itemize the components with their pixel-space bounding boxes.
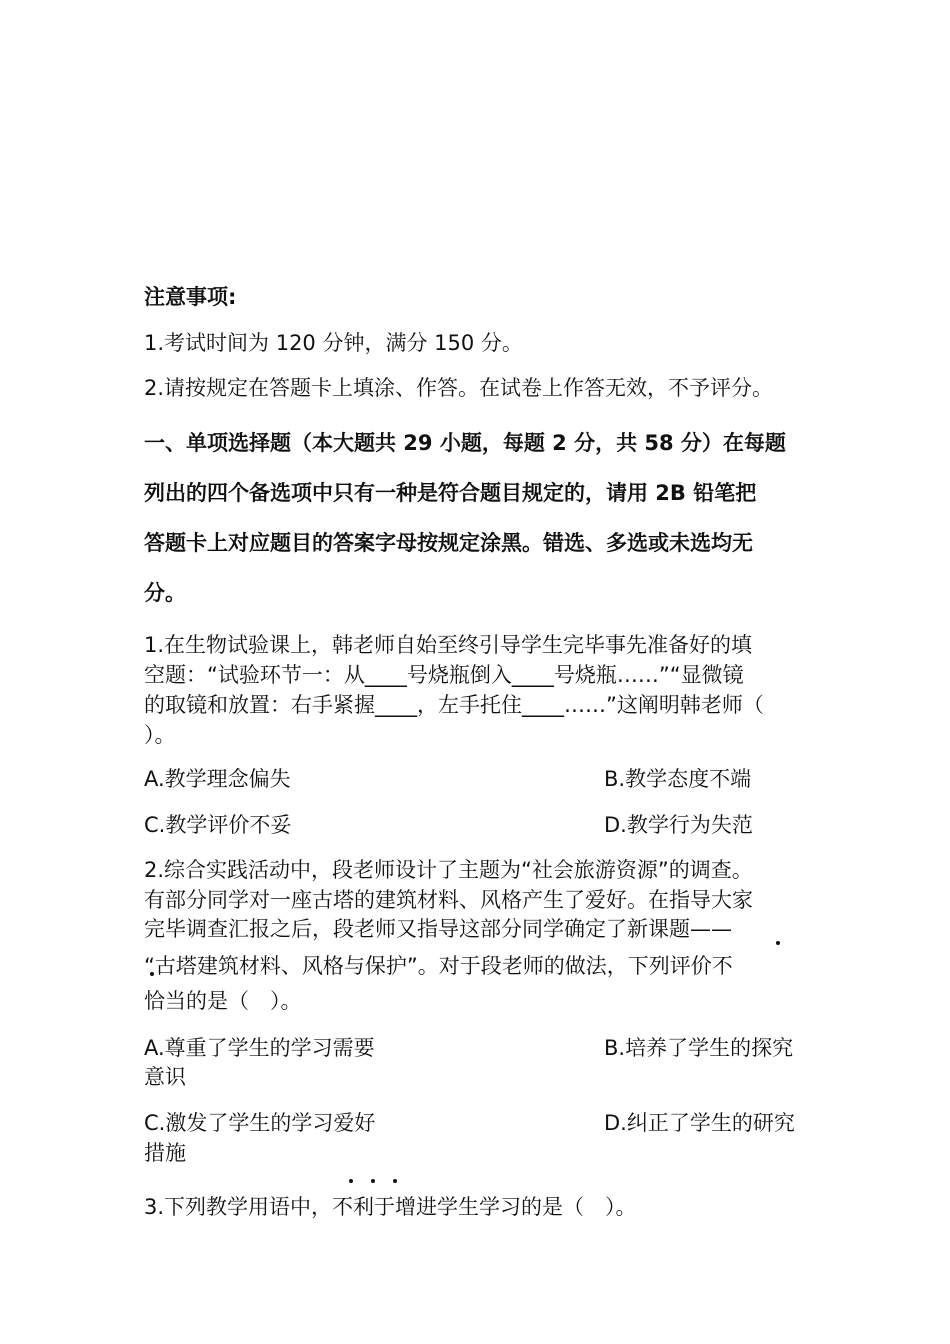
- question-2-line: 完毕调查汇报之后，段老师又指导这部分同学确定了新课题——: [144, 917, 732, 941]
- notice-heading: 注意事项:: [144, 285, 237, 309]
- section-heading-line: 分。: [144, 581, 186, 605]
- emphasis-dot: [393, 1179, 397, 1183]
- question-2-option-a-continued: 意识: [144, 1065, 186, 1089]
- question-1-option-a: A.教学理念偏失: [144, 767, 291, 791]
- question-1-option-c: C.教学评价不妥: [144, 813, 292, 837]
- question-1-line: 的取镜和放置：右手紧握____，左手托住____……”这阐明韩老师（: [144, 693, 764, 717]
- question-1-line: 空题：“试验环节一：从____号烧瓶倒入____号烧瓶……”“显微镜: [144, 663, 744, 687]
- notice-item: 1.考试时间为 120 分钟，满分 150 分。: [144, 331, 523, 355]
- question-1-line: ）。: [144, 723, 176, 747]
- emphasis-dot: [371, 1179, 375, 1183]
- emphasis-dot: [349, 1179, 353, 1183]
- notice-item: 2.请按规定在答题卡上填涂、作答。在试卷上作答无效，不予评分。: [144, 376, 774, 400]
- question-2-line: “古塔建筑材料、风格与保护”。对于段老师的做法，下列评价不: [144, 954, 733, 978]
- section-heading-line: 答题卡上对应题目的答案字母按规定涂黑。错选、多选或未选均无: [144, 531, 753, 555]
- question-2-option-c-continued: 措施: [144, 1141, 186, 1165]
- question-2-line: 2.综合实践活动中，段老师设计了主题为“社会旅游资源”的调查。: [144, 858, 753, 882]
- question-2-option-a: A.尊重了学生的学习需要: [144, 1036, 375, 1060]
- question-2-option-c: C.激发了学生的学习爱好: [144, 1111, 376, 1135]
- question-2-line: 有部分同学对一座古塔的建筑材料、风格产生了爱好。在指导大家: [144, 888, 753, 912]
- question-2-line: 恰当的是（ ）。: [144, 989, 302, 1013]
- question-2-option-b: B.培养了学生的探究: [604, 1036, 794, 1060]
- section-heading-line: 列出的四个备选项中只有一种是符合题目规定的，请用 2B 铅笔把: [144, 481, 757, 505]
- question-1-option-d: D.教学行为失范: [604, 813, 753, 837]
- question-2-option-d: D.纠正了学生的研究: [604, 1111, 795, 1135]
- question-1-option-b: B.教学态度不端: [604, 767, 752, 791]
- emphasis-dot: [776, 941, 780, 945]
- section-heading-line: 一、单项选择题（本大题共 29 小题，每题 2 分，共 58 分）在每题: [144, 431, 786, 455]
- question-3-line: 3.下列教学用语中，不利于增进学生学习的是（ ）。: [144, 1195, 637, 1219]
- question-1-line: 1.在生物试验课上，韩老师自始至终引导学生完毕事先准备好的填: [144, 633, 753, 657]
